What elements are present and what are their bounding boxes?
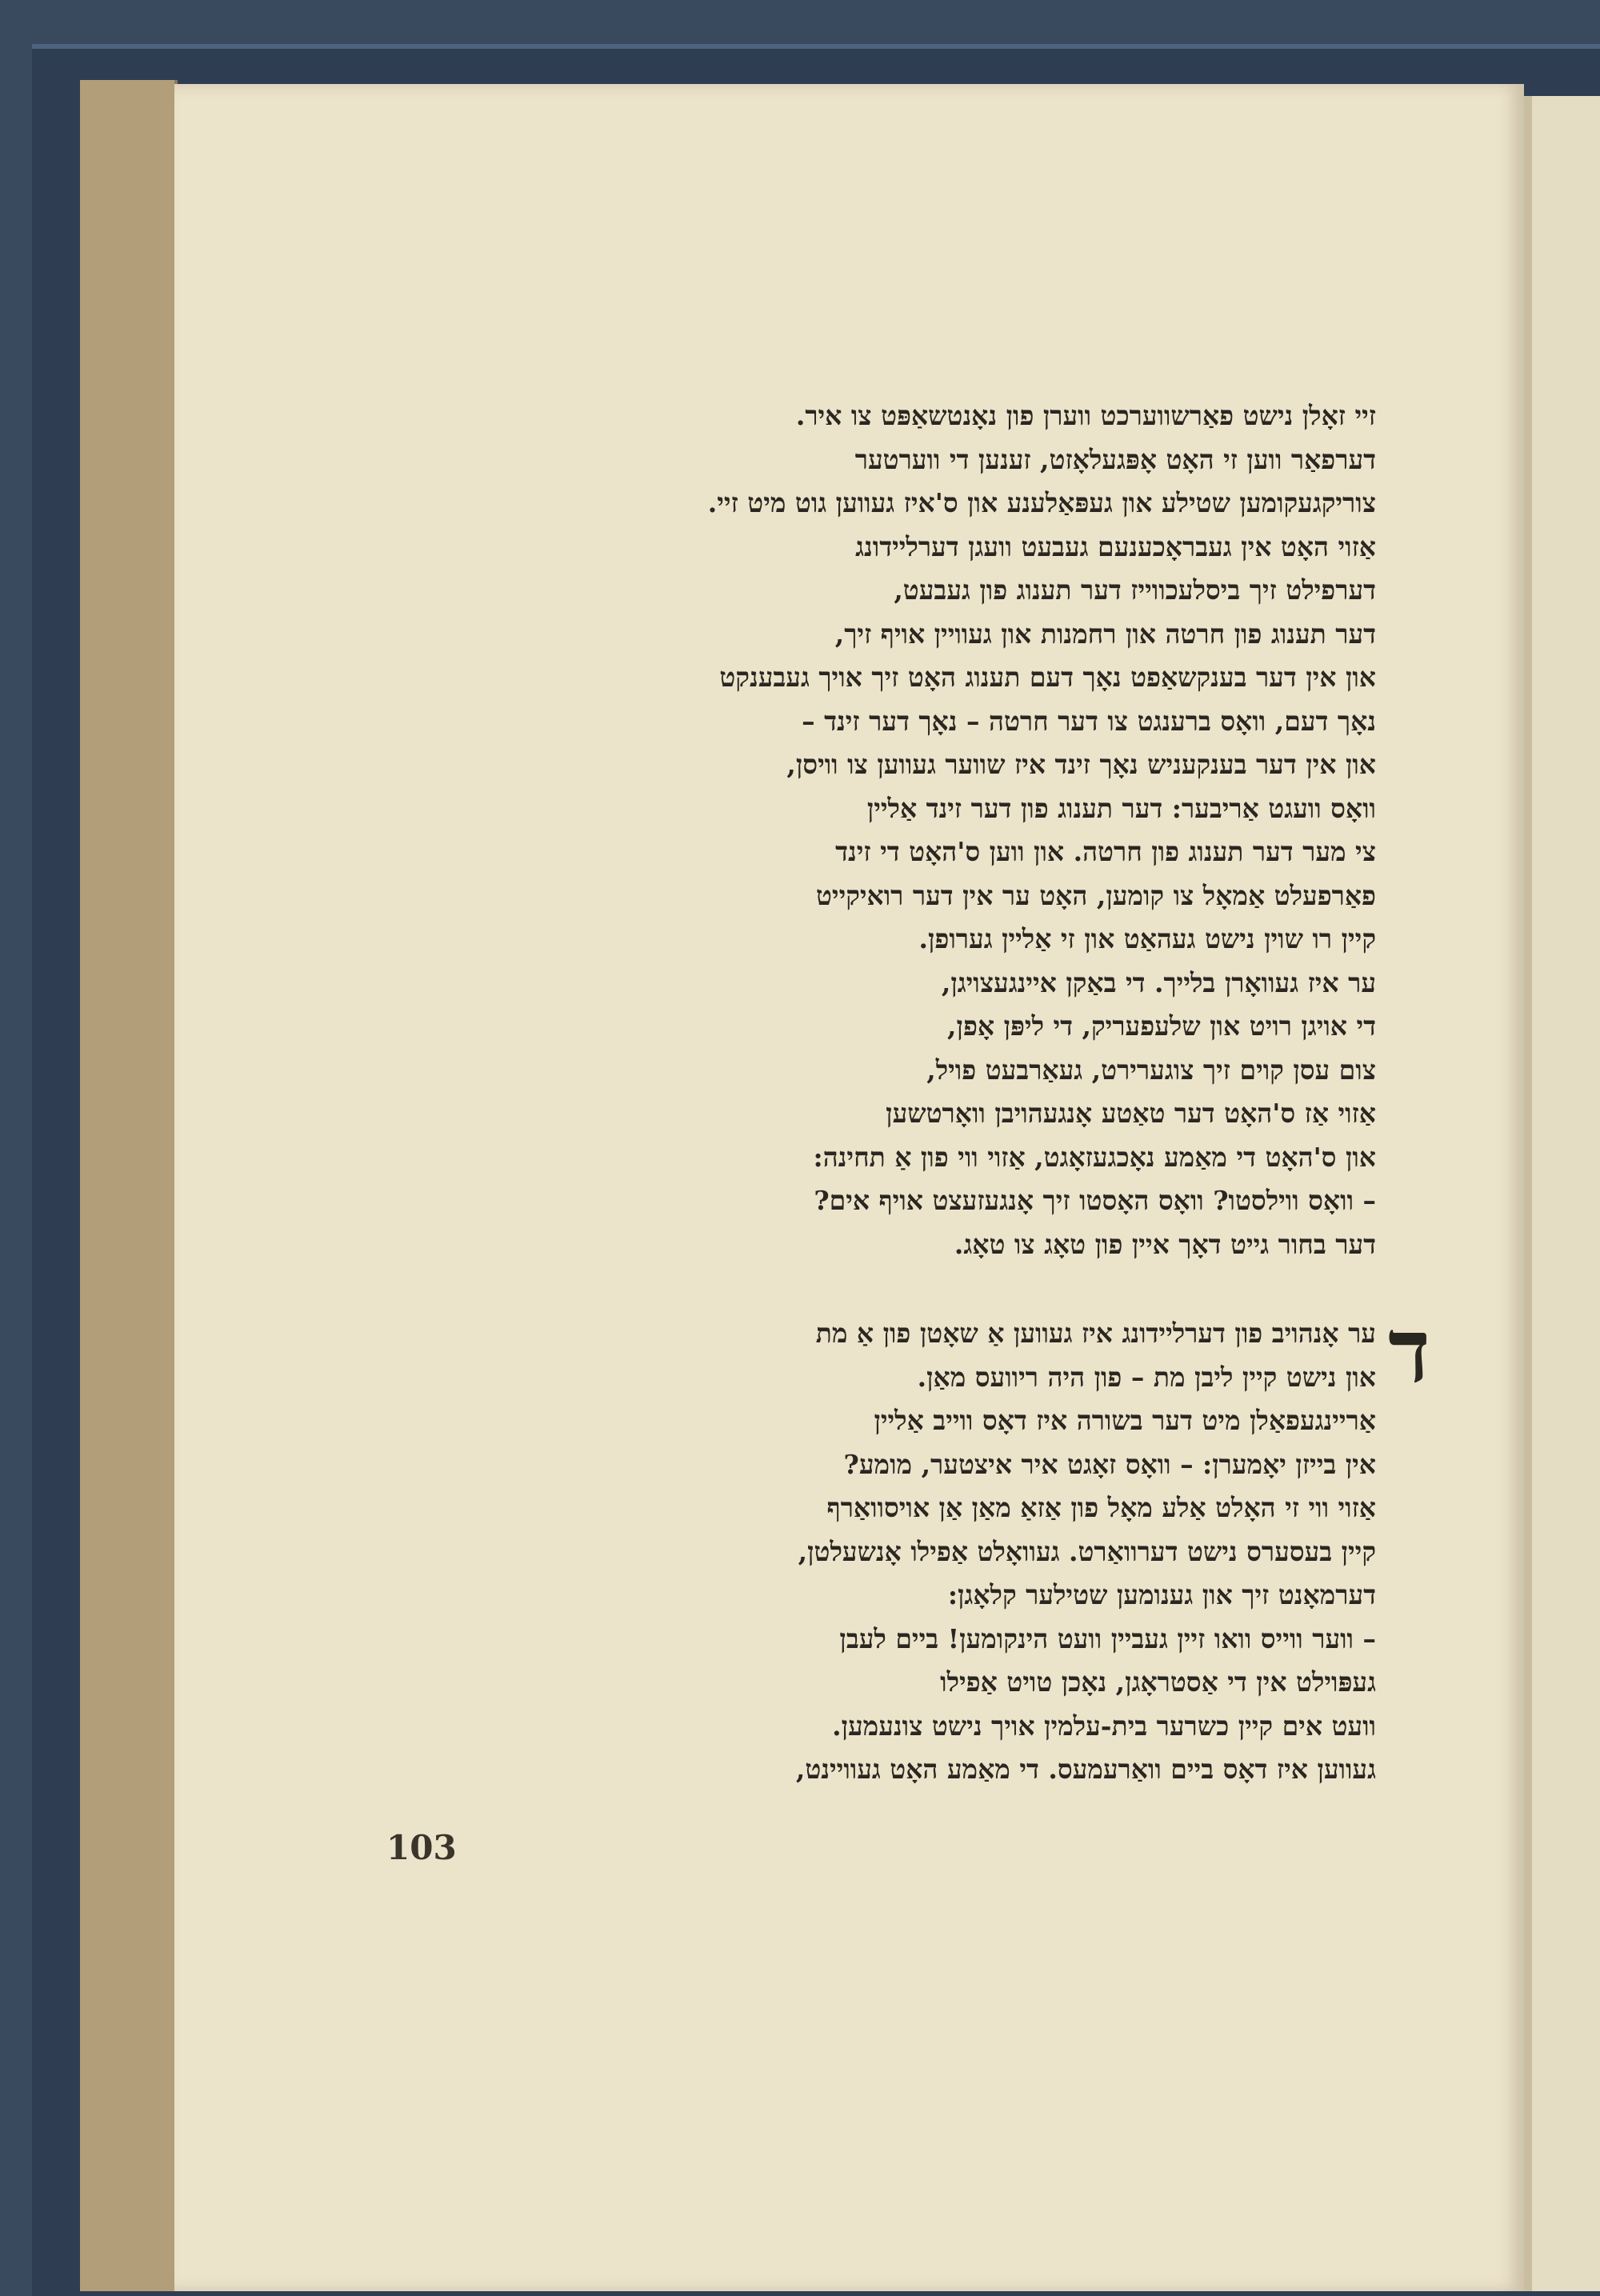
text-line: צי מער דער תענוג פון חרטה. און ווען ס'האָט די זינד xyxy=(835,836,1376,867)
text-line: אַריינגעפאַלן מיט דער בשורה איז דאָס ווייב אַליין xyxy=(874,1405,1376,1436)
text-line: – ווער ווייס וואו זיין געביין וועט הינקומען! ביים לעבן xyxy=(839,1622,1376,1654)
page-edge xyxy=(80,80,178,2291)
text-line: און נישט קיין ליבן מת – פון היה ריוועס מאַן. xyxy=(917,1361,1376,1393)
paragraph-1 xyxy=(360,394,1376,1266)
text-line: זיי זאָלן נישט פאַרשווערכט ווערן פון נאָנטשאַפּט צו איר. xyxy=(795,400,1376,431)
page-number: 103 xyxy=(386,1828,457,1867)
text-line: ער אָנהויב פון דערליידונג איז געווען אַ שאָטן פון אַ מת xyxy=(815,1318,1376,1349)
text-line: און ס'האָט די מאַמע נאָכגעזאָגט, אַזוי ווי פון אַ תחינה: xyxy=(813,1141,1376,1173)
text-line: – וואָס ווילסטו? וואָס האָסטו זיך אָנגעזעצט אויף אים? xyxy=(814,1185,1376,1216)
text-line: אַזוי ווי זי האָלט אַלע מאָל פון אַזאַ מאַן אַן אויסוואַרף xyxy=(826,1492,1376,1523)
text-line: און אין דער בענקשאַפט נאָך דעם תענוג האָט זיך אויך געבענקט xyxy=(719,662,1376,693)
text-line: צום עסן קוים זיך צוגערירט, געאַרבעט פויל, xyxy=(926,1054,1376,1086)
text-line: דערפאַר ווען זי האָט אָפּגעלאָזט, זענען די ווערטער xyxy=(854,443,1376,475)
text-line: צוריקגעקומען שטילע און געפּאַלענע און ס'איז געווען גוט מיט זיי. xyxy=(707,487,1376,518)
text-line: דערפילט זיך ביסלעכווייז דער תענוג פון געבעט, xyxy=(894,574,1376,606)
drop-cap: ד xyxy=(1388,1299,1430,1402)
text-line: אין בייזן יאָמערן: – וואָס זאָגט איר איצטער, מומע? xyxy=(843,1448,1376,1480)
text-line: פאַרפעלט אַמאָל צו קומען, האָט ער אין דער רואיקייט xyxy=(816,879,1376,911)
text-line: קיין בעסערס נישט דערוואַרט. געוואָלט אַפילו אָנשעלטן, xyxy=(798,1535,1376,1567)
text-line: געפּוילט אין די אַסטראָגן, נאָכן טויט אַפילו xyxy=(940,1666,1376,1698)
text-line: און אין דער בענקעניש נאָך זינד איז שווער געווען צו וויסן, xyxy=(786,749,1376,780)
text-line: די אויגן רויט און שלעפעריק, די ליפּן אָפן, xyxy=(947,1010,1376,1042)
text-line: דער בחור גייט דאָך איין פון טאָג צו טאָג. xyxy=(954,1228,1376,1260)
facing-page-edge xyxy=(1524,96,1600,2291)
text-line: געווען איז דאָס ביים וואַרעמעס. די מאַמע האָט געוויינט, xyxy=(795,1754,1376,1785)
text-line: דער תענוג פון חרטה און רחמנות און געוויין אויף זיך, xyxy=(834,618,1376,650)
text-line: קיין רו שוין נישט געהאַט און זי אַליין גערופן. xyxy=(918,923,1376,954)
text-line: דערמאָנט זיך און גענומען שטילער קלאָגן: xyxy=(947,1579,1376,1610)
text-line: ער איז געוואָרן בלייך. די באַקן איינגעצויגן, xyxy=(941,966,1376,998)
text-line: וועט אים קיין כשרער בית-עלמין אויך נישט צונעמען. xyxy=(832,1710,1376,1742)
text-line: אַזוי אַז ס'האָט דער טאַטע אָנגעהויבן וואָרטשען xyxy=(886,1098,1376,1129)
text-line: וואָס וועגט אַריבער: דער תענוג פון דער זינד אַליין xyxy=(866,792,1376,824)
text-line: אַזוי האָט אין געבראָכענעם געבעט וועגן דערליידונג xyxy=(855,530,1376,562)
paragraph-2 xyxy=(360,1299,1430,1792)
text-line: נאָך דעם, וואָס ברענגט צו דער חרטה – נאָך דער זינד – xyxy=(802,705,1376,737)
